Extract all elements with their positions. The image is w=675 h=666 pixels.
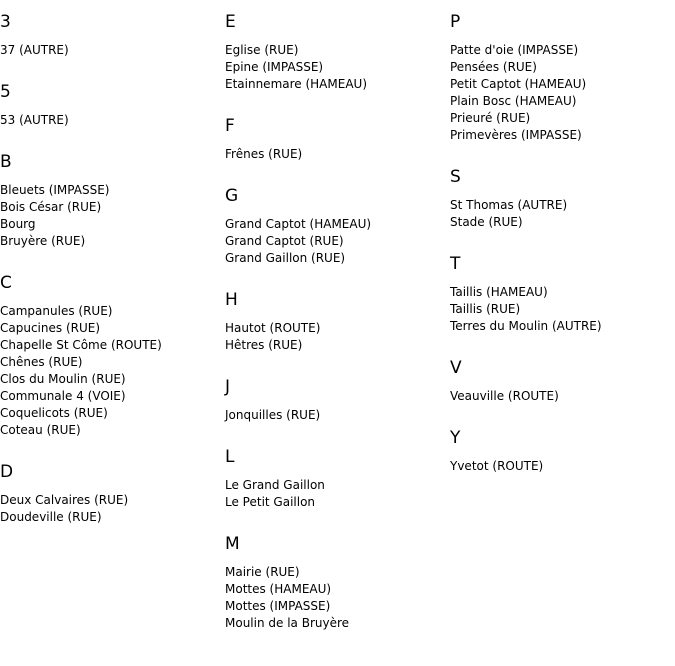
street-list-item: [0, 422, 224, 439]
street-link[interactable]: Primevères (IMPASSE): [450, 128, 582, 142]
street-list-item: [450, 59, 674, 76]
letter-heading: J: [225, 377, 231, 397]
street-list-item: [225, 59, 449, 76]
street-list: [225, 146, 449, 163]
street-link[interactable]: Grand Captot (RUE): [225, 234, 344, 248]
street-list-item: [450, 127, 674, 144]
letter-heading: Y: [450, 428, 461, 448]
street-list-item: [225, 233, 449, 250]
letter-section: [225, 447, 449, 511]
letter-heading: 3: [0, 12, 11, 32]
letter-section: [0, 462, 224, 526]
street-link[interactable]: Deux Calvaires (RUE): [0, 493, 129, 507]
letter-section: [0, 273, 224, 439]
street-list-item: [450, 76, 674, 93]
letter-heading: H: [225, 290, 238, 310]
letter-section: [450, 167, 674, 231]
street-link[interactable]: Bourg: [0, 217, 36, 231]
street-link[interactable]: Grand Captot (HAMEAU): [225, 217, 372, 231]
letter-section: [225, 534, 449, 632]
letter-section: [0, 82, 224, 129]
street-link[interactable]: Prieuré (RUE): [450, 111, 531, 125]
street-link[interactable]: Frênes (RUE): [225, 147, 303, 161]
letter-heading: D: [0, 462, 14, 482]
letter-section: [225, 186, 449, 267]
street-list: [225, 407, 449, 424]
street-list-item: [225, 216, 449, 233]
street-link[interactable]: Patte d'oie (IMPASSE): [450, 43, 579, 57]
street-link[interactable]: Doudeville (RUE): [0, 510, 102, 524]
letter-heading: V: [450, 358, 462, 378]
letter-heading: 5: [0, 82, 11, 102]
street-link[interactable]: Plain Bosc (HAMEAU): [450, 94, 577, 108]
letter-section: [0, 12, 224, 59]
street-link[interactable]: Communale 4 (VOIE): [0, 389, 126, 403]
street-link[interactable]: Coquelicots (RUE): [0, 406, 108, 420]
letter-heading: P: [450, 12, 461, 32]
street-list-item: [225, 581, 449, 598]
street-list: [450, 42, 674, 144]
street-link[interactable]: Mottes (HAMEAU): [225, 582, 332, 596]
street-link[interactable]: Grand Gaillon (RUE): [225, 251, 346, 265]
street-list-item: [0, 320, 224, 337]
street-link[interactable]: Yvetot (ROUTE): [450, 459, 544, 473]
street-index-column-2: [225, 0, 449, 632]
street-list-item: [0, 233, 224, 250]
street-list-item: [0, 337, 224, 354]
street-list: [450, 458, 674, 475]
street-list: [0, 303, 224, 439]
letter-heading: T: [450, 254, 461, 274]
street-link[interactable]: Bruyère (RUE): [0, 234, 86, 248]
street-list: [225, 216, 449, 267]
letter-section: [450, 358, 674, 405]
street-list-item: [0, 509, 224, 526]
letter-heading: L: [225, 447, 235, 467]
street-list: [450, 388, 674, 405]
street-list: [0, 492, 224, 526]
street-list: [0, 112, 224, 129]
letter-section: [225, 377, 449, 424]
street-list: [225, 42, 449, 93]
letter-heading: G: [225, 186, 239, 206]
street-link[interactable]: Stade (RUE): [450, 215, 523, 229]
street-list-item: [225, 42, 449, 59]
street-index-column-3: [450, 0, 674, 475]
letter-section: [225, 116, 449, 163]
street-link[interactable]: 37 (AUTRE): [0, 43, 69, 57]
street-link[interactable]: Mottes (IMPASSE): [225, 599, 331, 613]
street-link[interactable]: Campanules (RUE): [0, 304, 113, 318]
street-list: [0, 182, 224, 250]
street-link[interactable]: Moulin de la Bruyère: [225, 616, 350, 630]
street-link[interactable]: Le Grand Gaillon: [225, 478, 325, 492]
street-link[interactable]: Hêtres (RUE): [225, 338, 303, 352]
street-list-item: [225, 337, 449, 354]
letter-section: [0, 152, 224, 250]
street-list-item: [0, 199, 224, 216]
street-link[interactable]: Veauville (ROUTE): [450, 389, 559, 403]
street-link[interactable]: Etainnemare (HAMEAU): [225, 77, 368, 91]
street-list-item: [0, 112, 224, 129]
street-list-item: [450, 42, 674, 59]
street-link[interactable]: Mairie (RUE): [225, 565, 300, 579]
street-list-item: [225, 146, 449, 163]
street-list-item: [0, 303, 224, 320]
street-list: [225, 564, 449, 632]
street-link[interactable]: Petit Captot (HAMEAU): [450, 77, 587, 91]
street-link[interactable]: Epine (IMPASSE): [225, 60, 324, 74]
letter-heading: B: [0, 152, 12, 172]
letter-section: [450, 12, 674, 144]
street-link[interactable]: 53 (AUTRE): [0, 113, 69, 127]
street-link[interactable]: Capucines (RUE): [0, 321, 101, 335]
street-list-item: [0, 492, 224, 509]
street-link[interactable]: Terres du Moulin (AUTRE): [450, 319, 602, 333]
letter-heading: E: [225, 12, 236, 32]
street-link[interactable]: Jonquilles (RUE): [225, 408, 321, 422]
street-link[interactable]: Hautot (ROUTE): [225, 321, 321, 335]
street-list-item: [0, 354, 224, 371]
letter-section: [450, 428, 674, 475]
letter-section: [225, 290, 449, 354]
street-list-item: [450, 301, 674, 318]
street-list: [225, 477, 449, 511]
street-list-item: [225, 407, 449, 424]
street-list-item: [225, 477, 449, 494]
street-list: [0, 42, 224, 59]
street-list-item: [225, 564, 449, 581]
street-list-item: [450, 388, 674, 405]
street-list-item: [0, 182, 224, 199]
street-index-column-1: [0, 0, 224, 526]
street-list-item: [0, 216, 224, 233]
letter-heading: M: [225, 534, 240, 554]
street-list-item: [0, 405, 224, 422]
street-list: [225, 320, 449, 354]
street-list-item: [450, 318, 674, 335]
street-list-item: [225, 250, 449, 267]
street-list-item: [225, 494, 449, 511]
street-link[interactable]: Taillis (HAMEAU): [450, 285, 548, 299]
street-list: [450, 284, 674, 335]
street-list-item: [450, 214, 674, 231]
letter-section: [225, 12, 449, 93]
street-list: [450, 197, 674, 231]
street-list-item: [450, 110, 674, 127]
street-list-item: [450, 458, 674, 475]
street-list-item: [450, 93, 674, 110]
letter-heading: S: [450, 167, 461, 187]
street-link[interactable]: Bois César (RUE): [0, 200, 102, 214]
street-list-item: [225, 598, 449, 615]
street-list-item: [225, 615, 449, 632]
street-link[interactable]: Pensées (RUE): [450, 60, 537, 74]
street-link[interactable]: Eglise (RUE): [225, 43, 299, 57]
street-list-item: [0, 388, 224, 405]
street-list-item: [0, 42, 224, 59]
letter-heading: C: [0, 273, 12, 293]
letter-heading: F: [225, 116, 235, 136]
street-list-item: [225, 76, 449, 93]
street-link[interactable]: Chênes (RUE): [0, 355, 83, 369]
street-link[interactable]: Le Petit Gaillon: [225, 495, 316, 509]
street-list-item: [450, 197, 674, 214]
street-link[interactable]: Bleuets (IMPASSE): [0, 183, 110, 197]
street-list-item: [450, 284, 674, 301]
street-link[interactable]: Taillis (RUE): [450, 302, 521, 316]
street-list-item: [0, 371, 224, 388]
letter-section: [450, 254, 674, 335]
street-link[interactable]: Clos du Moulin (RUE): [0, 372, 126, 386]
street-link[interactable]: Coteau (RUE): [0, 423, 81, 437]
street-list-item: [225, 320, 449, 337]
street-link[interactable]: Chapelle St Côme (ROUTE): [0, 338, 162, 352]
street-link[interactable]: St Thomas (AUTRE): [450, 198, 568, 212]
